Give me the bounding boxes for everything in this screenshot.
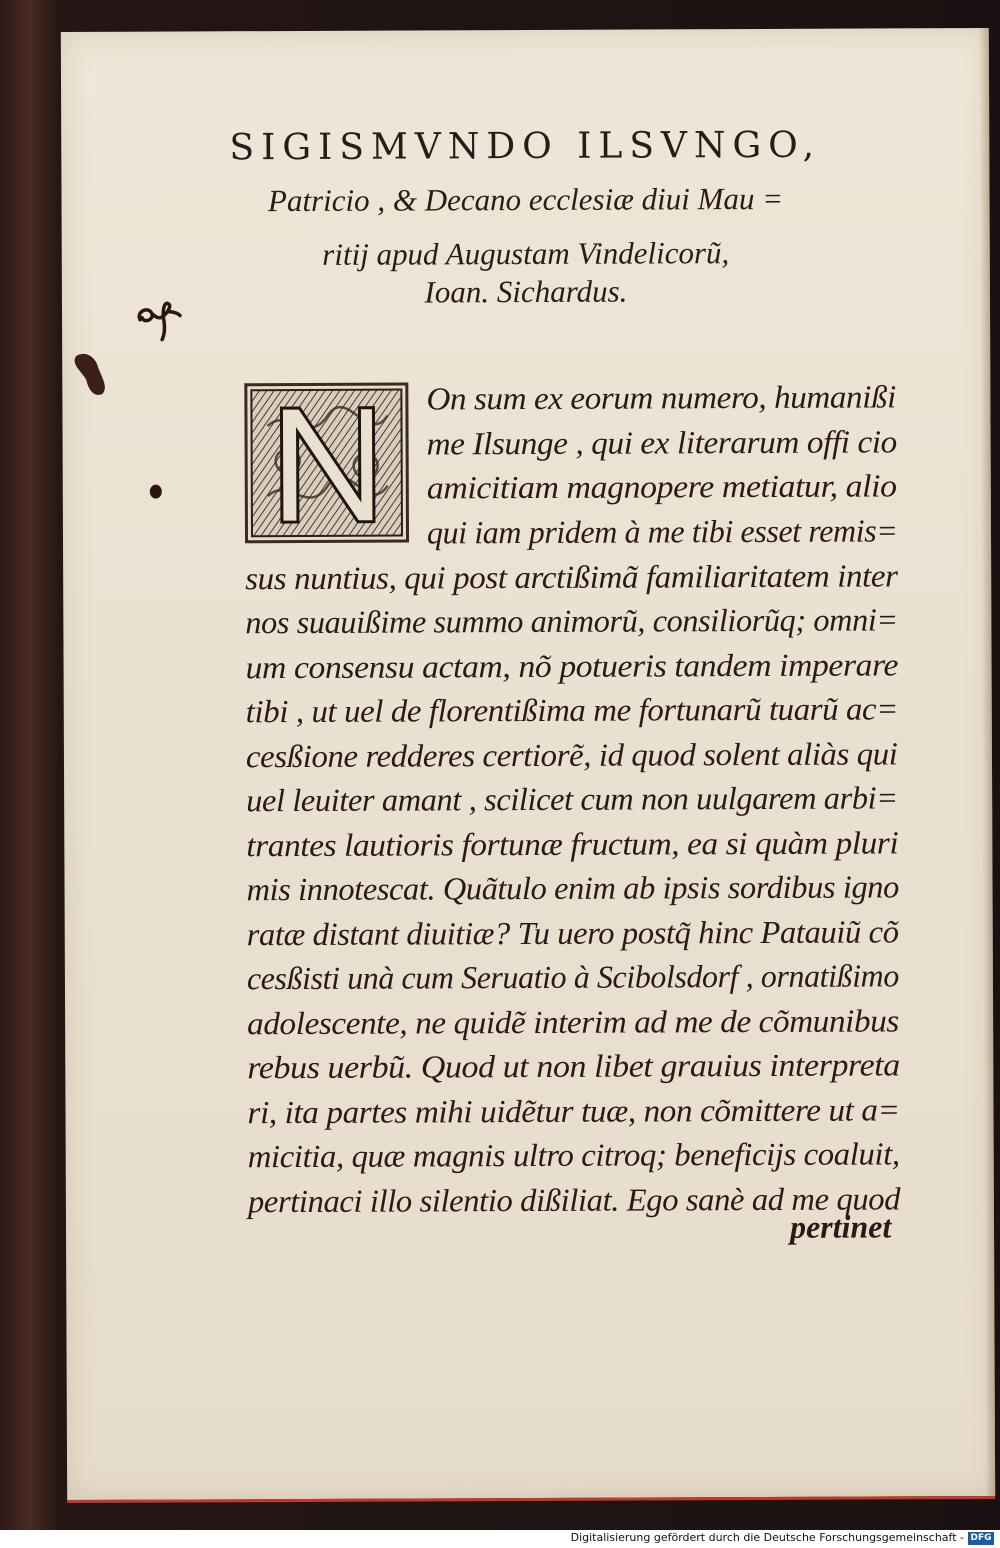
digitization-footer [0,1530,1000,1548]
catchword: pertinet [789,1208,892,1245]
dedication-line-2: Patricio , & Decano ecclesiæ diui Mau = [267,180,784,219]
body-line-2: me Ilsunge , qui ex literarum offi cio [426,423,897,462]
body-line-11: trantes lautioris fortunæ fructum, ea si quàm pluri [246,824,899,864]
ink-spot-icon [149,484,163,500]
body-line-4: qui iam pridem à me tibi esset remis= [426,512,898,551]
body-line-6: nos suauißime summo animorũ, consiliorũq; omni= [245,601,898,641]
footer-credit: Digitalisierung gefördert durch die Deutsche Forschungsgemeinschaft - [570,1531,964,1544]
dfg-logo[interactable]: DFG [968,1532,994,1545]
body-line-9: cesßione redderes certiorẽ, id quod solent aliàs qui [245,735,898,775]
body-line-16: rebus uerbũ. Quod ut non libet grauius interpreta [247,1046,900,1086]
body-line-1: On sum ex eorum numero, humanißi [426,378,896,417]
dedication-title: SIGISMVNDO ILSVNGO, [229,124,822,169]
body-line-8: tibi , ut uel de florentißima me fortunarũ tuarũ ac= [245,690,899,730]
body-line-3: amicitiam magnopere metiatur, alio [426,467,897,506]
body-line-12: mis innotescat. Quãtulo enim ab ipsis sordibus igno [246,868,899,908]
dedication-author: Ioan. Sichardus. [424,273,628,310]
body-line-15: adolescente, ne quidẽ interim ad me de cõmunibus [247,1002,899,1042]
body-line-13: ratæ distant diuitiæ? Tu uero postq̃ hinc Patauiũ cõ [246,913,899,953]
body-line-5: sus nuntius, qui post arctißimã familiaritatem inter [245,557,898,597]
initial-ornament-icon [247,386,406,541]
body-line-7: um consensu actam, nõ potueris tandem imperare [245,646,899,686]
body-line-18: micitia, quæ magnis ultro citroq; beneficijs coaluit, [247,1135,900,1175]
decorated-initial [244,383,409,544]
body-line-10: uel leuiter amant , scilicet cum non uulgarem arbi= [246,779,898,819]
body-line-14: cesßisti unà cum Seruatio à Scibolsdorf , ornatißimo [246,957,899,997]
body-line-19: pertinaci illo silentio dißiliat. Ego sanè ad me quod [247,1180,901,1220]
book-page [61,28,995,1503]
body-line-17: ri, ita partes mihi uidẽtur tuæ, non cõmittere ut a= [247,1091,900,1131]
dedication-line-3: ritij apud Augustam Vindelicorũ, [322,235,730,272]
ink-blot-icon [70,350,110,398]
handwritten-margin-note [134,281,194,341]
